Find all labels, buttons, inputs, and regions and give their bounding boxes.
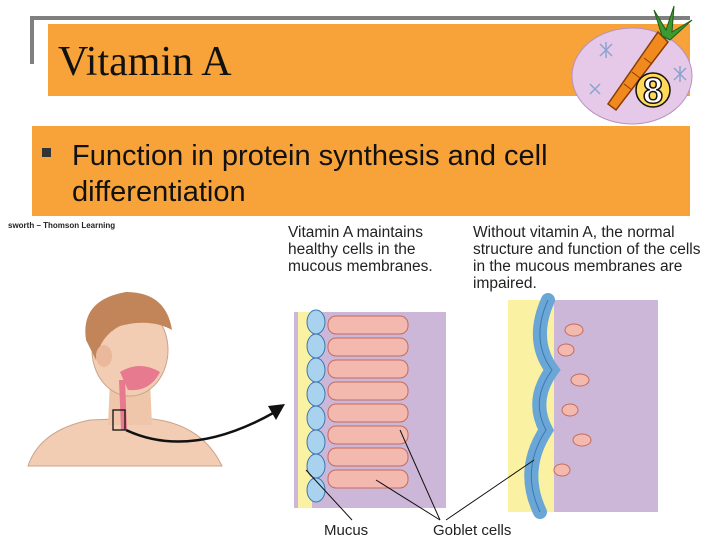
label-goblet-cells: Goblet cells <box>433 522 512 539</box>
bullet-text: Function in protein synthesis and cell differentiation <box>72 140 548 208</box>
caption-impaired: Without vitamin A, the normal structure and function of the cells in the mucous membranes are impaired. <box>473 224 701 292</box>
logo-numeral: 8 <box>642 70 664 111</box>
label-mucus: Mucus <box>324 522 369 539</box>
healthy-tissue <box>294 310 446 508</box>
impaired-tissue <box>508 300 658 512</box>
slide-title: Vitamin A <box>58 39 232 85</box>
arrow-head-icon <box>268 404 285 420</box>
caption-healthy: Vitamin A maintains healthy cells in the mucous membranes. <box>288 224 433 275</box>
image-credit: sworth – Thomson Learning <box>8 221 116 230</box>
